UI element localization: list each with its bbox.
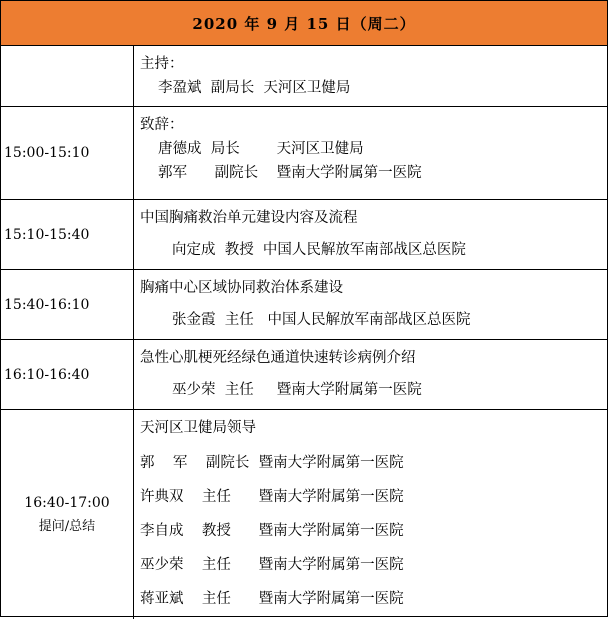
date-title: 2020 年 9 月 15 日（周二） — [192, 14, 416, 33]
content-cell — [134, 410, 607, 619]
table-row-talk-3 — [1, 340, 607, 410]
time-cell: 15:40-16:10 — [1, 270, 134, 339]
table-row-talk-1 — [1, 200, 607, 270]
table-row-host — [1, 46, 607, 107]
content-cell — [134, 270, 607, 339]
panel-title: 天河区卫健局领导 — [140, 420, 256, 436]
speaker-line: 张金霞 主任 中国人民解放军南部战区总医院 — [172, 312, 471, 328]
content-cell — [134, 107, 607, 199]
time-cell: 16:10-16:40 — [1, 340, 134, 409]
time-cell — [1, 46, 134, 106]
panelist-line: 李自成 教授 暨南大学附属第一医院 — [140, 523, 404, 539]
talk-title: 胸痛中心区域协同救治体系建设 — [140, 280, 343, 296]
section-label: 致辞： — [140, 117, 184, 133]
content-cell — [134, 340, 607, 409]
talk-title: 中国胸痛救治单元建设内容及流程 — [140, 210, 358, 226]
date-header — [1, 1, 607, 46]
time-range: 16:40-17:00 — [24, 495, 110, 511]
table-row-welcome — [1, 107, 607, 200]
content-cell — [134, 200, 607, 269]
speaker-line: 向定成 教授 中国人民解放军南部战区总医院 — [172, 242, 466, 258]
time-cell — [1, 410, 134, 619]
content-cell — [134, 46, 607, 106]
table-row-talk-2 — [1, 270, 607, 340]
speaker-line: 郭军 副院长 暨南大学附属第一医院 — [158, 165, 422, 181]
section-label: 主持： — [140, 56, 184, 72]
panelist-line: 郭 军 副院长 暨南大学附属第一医院 — [140, 455, 404, 471]
talk-title: 急性心肌梗死经绿色通道快速转诊病例介绍 — [140, 350, 416, 366]
time-cell: 15:00-15:10 — [1, 107, 134, 199]
speaker-line: 唐德成 局长 天河区卫健局 — [158, 141, 364, 157]
speaker-line: 李盈斌 副局长 天河区卫健局 — [158, 80, 351, 96]
panelist-line: 巫少荣 主任 暨南大学附属第一医院 — [140, 557, 404, 573]
table-row-panel — [1, 410, 607, 619]
panelist-line: 许典双 主任 暨南大学附属第一医院 — [140, 489, 404, 505]
panelist-line: 蒋亚斌 主任 暨南大学附属第一医院 — [140, 591, 404, 607]
time-cell: 15:10-15:40 — [1, 200, 134, 269]
time-subtitle: 提问/总结 — [38, 519, 96, 534]
speaker-line: 巫少荣 主任 暨南大学附属第一医院 — [172, 382, 422, 398]
